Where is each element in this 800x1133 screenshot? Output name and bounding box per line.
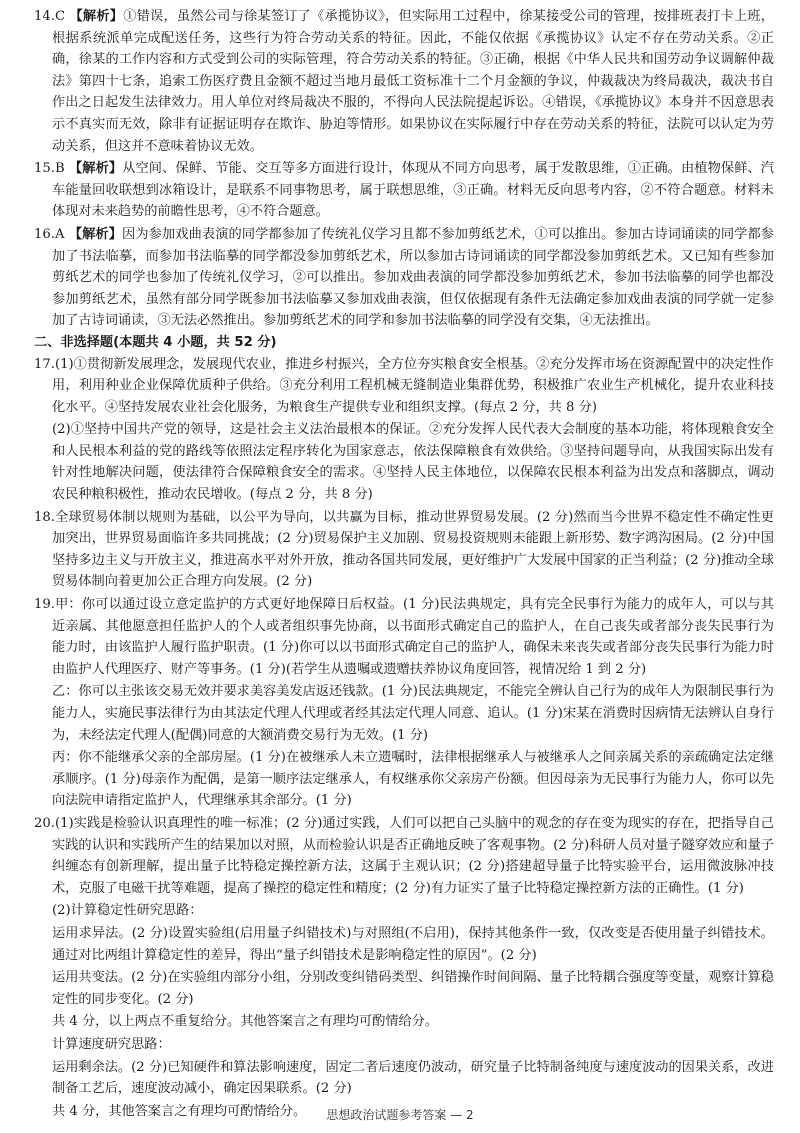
- answer-15-text: 从空间、保鲜、节能、交互等多方面进行设计，体现从不同方向思考，属于发散思维，①正确。由植物保鲜、汽车能量回收联想到冰箱设计，是联系不同事物思考，属于联想思维，③正确。材料无反向思考内容，②不符合题意。材料未体现对未来趋势的前瞻性思考，④不符合题意。: [52, 161, 774, 220]
- answer-17-part1: 17.(1)①贯彻新发展理念，发展现代农业，推进乡村振兴，全方位夯实粮食安全根基。②充分发挥市场在资源配置中的决定性作用，利用种业企业保障优质种子供给。③充分利用工程机械无缝制造业集群优势，积极推广农业生产机械化，提升农业科技化水平。④坚持发展农业社会化服务，为粮食生产提供专业和组织支撑。(每点 2 分，共 8 分): [34, 356, 774, 415]
- answer-16-head: 16.A: [34, 226, 65, 242]
- answer-20-scoring-note-2: 共 4 分，其他答案言之有理均可酌情给分。: [52, 1103, 307, 1119]
- analysis-tag: 【解析】: [68, 161, 123, 177]
- answer-20-part2-title: (2)计算稳定性研究思路：: [52, 903, 203, 919]
- answer-20-method-residue: 运用剩余法。(2 分)已知硬件和算法影响速度，固定二者后速度仍波动，研究量子比特制备纯度与速度波动的因果关系，改进制备工艺后，速度波动减小，确定因果联系。(2 分): [52, 1059, 774, 1097]
- answer-15: [34, 158, 774, 223]
- answer-14-text: ①错误，虽然公司与徐某签订了《承揽协议》，但实际用工过程中，徐某接受公司的管理，按排班表打卡上班，根据系统派单完成配送任务，这些行为符合劳动关系的特征。因此，不能仅依据《承揽协议》认定不存在劳动关系。②正确，徐某的工作内容和方式受到公司的实际管理，符合劳动关系的特征。③正确，根据《中华人民共和国劳动争议调解仲裁法》第四十七条，追索工伤医疗费且金额不超过当地月最低工资标准十二个月金额的争议，仲裁裁决为终局裁决，裁决书自作出之日起发生法律效力。用人单位对终局裁决不服的，不得向人民法院提起诉讼。④错误，《承揽协议》本身并不因意思表示不真实而无效，除非有证据证明存在欺诈、胁迫等情形。如果协议在实际履行中存在劳动关系的特征，法院可以认定为劳动关系，但这并不意味着协议无效。: [52, 9, 774, 154]
- answer-14-head: 14.C: [34, 9, 66, 24]
- answer-20-part1: 20.(1)实践是检验认识真理性的唯一标准；(2 分)通过实践，人们可以把自己头脑中的观念的存在变为现实的存在，把指导自己实践的认识和实践所产生的结果加以对照，从而检验认识是否正确地反映了客观事物。(2 分)科研人员对量子隧穿效应和量子纠缠态有创新理解，提出量子比特稳定操控新方法，这属于主观认识；(2 分)搭建超导量子比特实验平台，运用微波脉冲技术，克服了电磁干扰等难题，提高了操控的稳定性和精度；(2 分)有力证实了量子比特稳定操控新方法的正确性。(1 分): [34, 815, 774, 896]
- analysis-tag: 【解析】: [68, 226, 123, 242]
- answer-15-head: 15.B: [34, 161, 65, 177]
- answer-16-text: 因为参加戏曲表演的同学都参加了传统礼仪学习且都不参加剪纸艺术，①可以推出。参加古诗词诵读的同学都参加了书法临摹，而参加书法临摹的同学都没参加剪纸艺术，所以参加古诗词诵读的同学都没参加剪纸艺术。又已知有些参加剪纸艺术的同学也参加了传统礼仪学习，②可以推出。参加戏曲表演的同学都没参加剪纸艺术，参加书法临摹的同学也都没参加剪纸艺术，虽然有部分同学既参加书法临摹又参加戏曲表演，但仅依据现有条件无法确定参加戏曲表演的同学就一定参加了古诗词诵读，③无法必然推出。参加剪纸艺术的同学和参加书法临摹的同学没有交集，④无法推出。: [52, 226, 774, 329]
- answer-19-bing: 丙：你不能继承父亲的全部房屋。(1 分)在被继承人未立遗嘱时，法律根据继承人与被继承人之间亲属关系的亲疏确定法定继承顺序。(1 分)母亲作为配偶，是第一顺序法定继承人，有权继承你父亲房产份额。但因母亲为无民事行为能力人，你可以先向法院申请指定监护人，代理继承其余部分。(1 分): [52, 750, 774, 809]
- answer-19-jia: 19.甲：你可以通过设立意定监护的方式更好地保障日后权益。(1 分)民法典规定，具有完全民事行为能力的成年人，可以与其近亲属、其他愿意担任监护人的个人或者组织事先协商，以书面形式确定自己的监护人，在自己丧失或者部分丧失民事行为能力时，由该监护人履行监护职责。(1 分)你可以以书面形式确定自己的监护人，确保未来丧失或者部分丧失民事行为能力时由监护人代理医疗、财产等事务。(1 分)(若学生从遗嘱或遗赠扶养协议角度回答，视情况给 1 到 2 分): [34, 597, 774, 677]
- section-heading-non-choice: 二、非选择题(本题共 4 小题，共 52 分): [34, 334, 277, 350]
- answer-14: [34, 6, 774, 157]
- answer-16: [34, 224, 774, 332]
- answer-20-scoring-note-1: 共 4 分，以上两点不重复给分。其他答案言之有理均可酌情给分。: [52, 1014, 439, 1030]
- page-footer: 思想政治试题参考答案 — 2: [326, 1108, 474, 1122]
- analysis-tag: 【解析】: [69, 9, 124, 24]
- answer-17-part2: (2)①坚持中国共产党的领导，这是社会主义法治最根本的保证。②充分发挥人民代表大会制度的基本功能，将体现粮食安全和人民根本利益的党的路线等依照法定程序转化为国家意志，依法保障粮食有效供给。③坚持问题导向，从我国实际出发有针对性地解决问题，使法律符合保障粮食安全的需求。④坚持人民主体地位，以保障农民根本利益为出发点和落脚点，调动农民种粮积极性，推动农民增收。(每点 2 分，共 8 分): [52, 422, 774, 503]
- answer-20-speed-title: 计算速度研究思路：: [52, 1036, 171, 1052]
- answer-18: 18.全球贸易体制以规则为基础，以公平为导向，以共赢为目标，推动世界贸易发展。(2 分)然而当今世界不稳定性不确定性更加突出，世界贸易面临许多共同挑战；(2 分)贸易保护主义加剧、贸易投资规则未能跟上新形势、数字鸿沟困局。(2 分)中国坚持多边主义与开放主义，推进高水平对外开放，推动各国共同发展，更好维护广大发展中国家的正当利益；(2 分)推动全球贸易体制向着更加公正合理方向发展。(2 分): [34, 509, 774, 590]
- answer-20-method-concomitant: 运用共变法。(2 分)在实验组内部分小组，分别改变纠错码类型、纠错操作时间间隔、量子比特耦合强度等变量，观察计算稳定性的同步变化。(2 分): [52, 970, 774, 1007]
- answer-19-yi: 乙：你可以主张该交易无效并要求美容美发店返还钱款。(1 分)民法典规定，不能完全辨认自己行为的成年人为限制民事行为能力人，实施民事法律行为由其法定代理人代理或者经其法定代理人同意、追认。(1 分)宋某在消费时因病情无法辨认自身行为，未经法定代理人(配偶)同意的大额消费交易行为无效。(1 分): [52, 684, 774, 743]
- answer-20-method-difference: 运用求异法。(2 分)设置实验组(启用量子纠错技术)与对照组(不启用)，保持其他条件一致，仅改变是否使用量子纠错技术。通过对比两组计算稳定性的差异，得出“量子纠错技术是影响稳定性的原因”。(2 分): [52, 925, 774, 963]
